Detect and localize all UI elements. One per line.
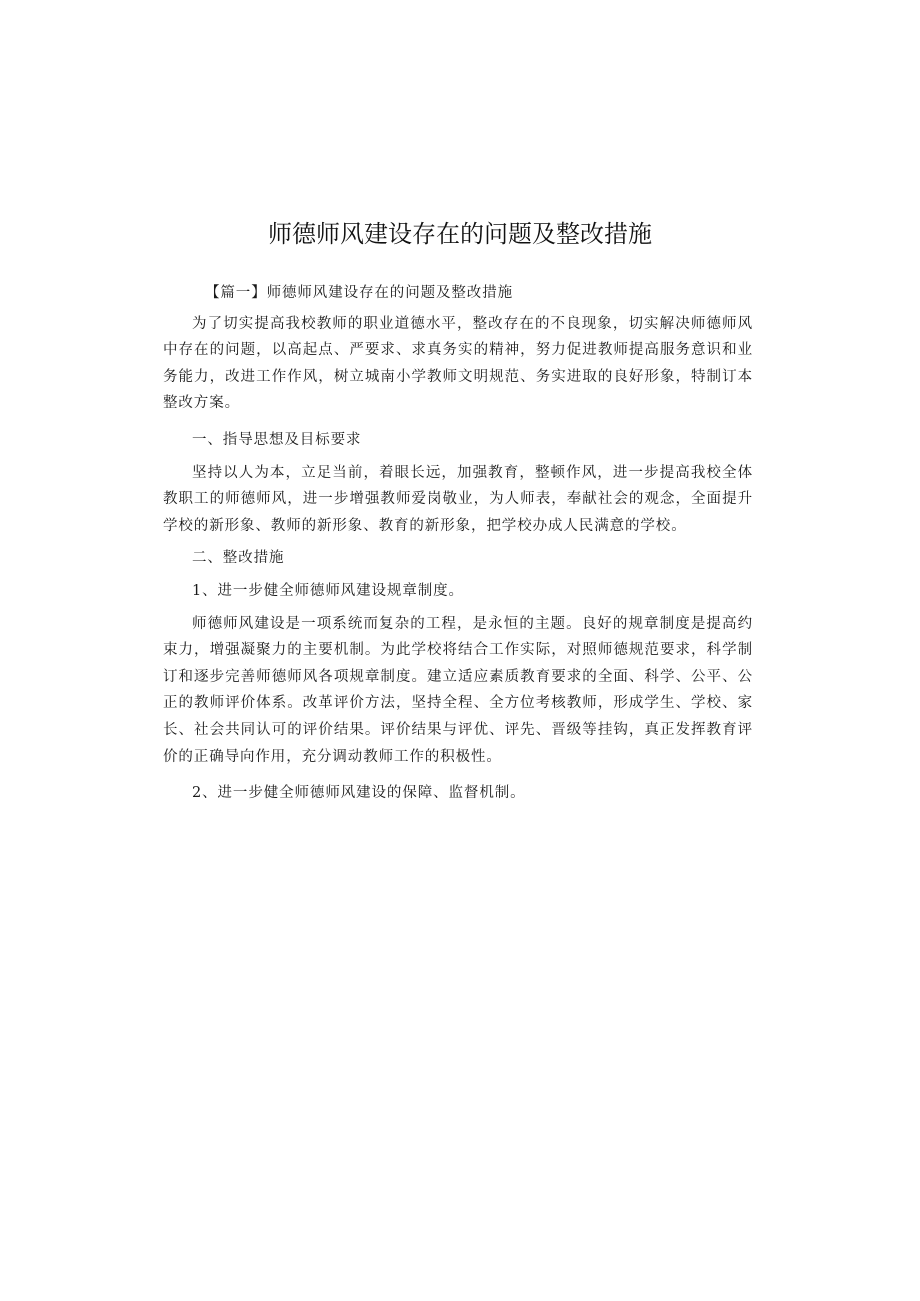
section2-heading: 二、整改措施 (192, 550, 285, 567)
subheading: 【篇一】师德师风建设存在的问题及整改措施 (205, 285, 513, 301)
item2-heading: 2、进一步健全师德师风建设的保障、监督机制。 (192, 785, 526, 802)
section1-heading: 一、指导思想及目标要求 (192, 431, 362, 448)
item1-heading: 1、进一步健全师德师风建设规章制度。 (192, 582, 464, 599)
item1-paragraph: 师德师风建设是一项系统而复杂的工程，是永恒的主题。良好的规章制度是提高约束力，增强凝聚力的主要机制。为此学校将结合工作实际，对照师德规范要求，科学制订和逐步完善师德师风各项规章制度。建立适应素质教育要求的全面、科学、公平、公正的教师评价体系。改革评价方法，坚持全程、全方位考核教师，形成学生、学校、家长、社会共同认可的评价结果。评价结果与评优、评先、晋级等挂钩，真正发挥教育评价的正确导向作用，充分调动教师工作的积极性。 (163, 615, 753, 765)
document-title: 师德师风建设存在的问题及整改措施 (268, 220, 652, 248)
document-body (163, 280, 753, 807)
intro-paragraph: 为了切实提高我校教师的职业道德水平，整改存在的不良现象，切实解决师德师风中存在的问题，以高起点、严要求、求真务实的精神，努力促进教师提高服务意识和业务能力，改进工作作风，树立城南小学教师文明规范、务实进取的良好形象，特制订本整改方案。 (163, 315, 753, 412)
section1-paragraph: 坚持以人为本，立足当前，着眼长远，加强教育，整顿作风，进一步提高我校全体教职工的师德师风，进一步增强教师爱岗敬业，为人师表，奉献社会的观念，全面提升学校的新形象、教师的新形象、教育的新形象，把学校办成人民满意的学校。 (163, 464, 753, 534)
